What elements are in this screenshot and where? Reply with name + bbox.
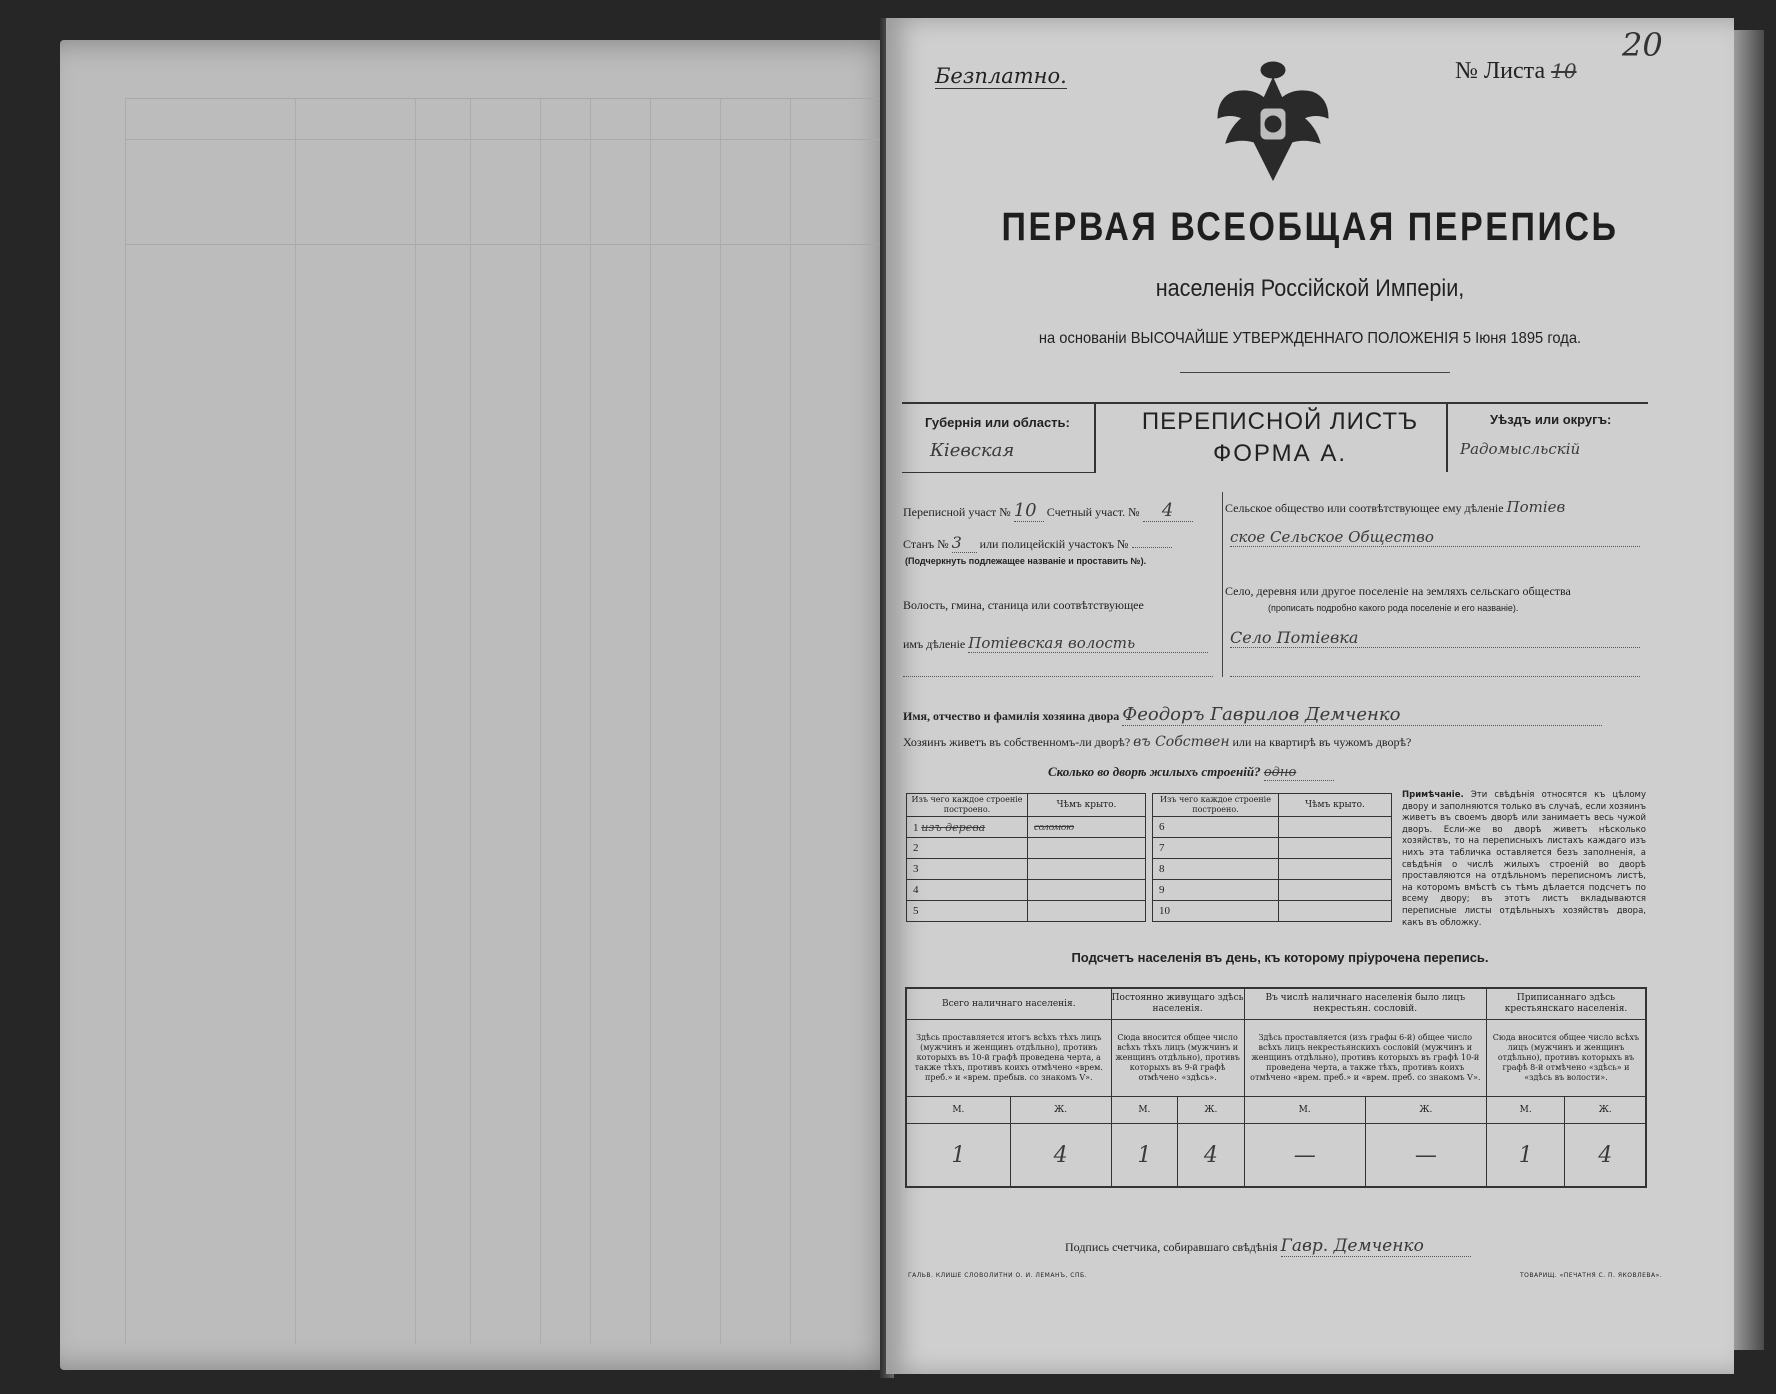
population-title: Подсчетъ населенія въ день, къ которому пріурочена перепись.	[1071, 950, 1489, 965]
buildings-table-left: Изъ чего каждое строеніе построено. Чѣмъ крыто. 1 изъ дерева соломою 2 3 4 5	[906, 793, 1146, 922]
pop-col-desc: Здѣсь проставляется (изъ графы 6-й) общее число всѣхъ лицъ некрестьянскихъ сословій (мужчинъ и женщинъ отдѣльно), противъ которыхъ въ графѣ 10-й проведена черта, а также тѣхъ, противъ коихъ отмѣчено «врем. преб.» и «врем. преб. со знакомъ V».	[1244, 1020, 1486, 1097]
sheet-number-struck: 10	[1551, 59, 1577, 83]
signature-line: Подпись счетчика, собиравшаго свѣдѣнія Гавр. Демченко	[1065, 1236, 1471, 1257]
building-row: 10	[1153, 901, 1279, 922]
m-label: М.	[1244, 1097, 1365, 1124]
building-row: 4	[907, 880, 1028, 901]
village-value: Село Потіевка	[1230, 628, 1640, 648]
building-row: 1 изъ дерева	[907, 817, 1028, 838]
building-row: 6	[1153, 817, 1279, 838]
form-title: ПЕРЕПИСНОЙ ЛИСТЪ	[1141, 408, 1419, 435]
footer-left-imprint: ГАЛЬВ. КЛИШЕ СЛОВОЛИТНИ О. И. ЛЕМАНЪ, СПБ.	[908, 1272, 1088, 1279]
pop-value-m: 1	[1111, 1124, 1178, 1188]
pop-col-header: Приписаннаго здѣсь крестьянскаго населенія.	[1486, 988, 1646, 1020]
fields-divider	[1222, 492, 1223, 677]
village-extra-line	[1230, 676, 1640, 677]
form-subtitle: населенія Россійской Имперіи,	[1155, 275, 1465, 302]
pop-value-m: 1	[1486, 1124, 1564, 1188]
pop-value-zh: 4	[1178, 1124, 1245, 1188]
page-stack-edge	[1734, 30, 1764, 1350]
residence-line: Хозяинъ живетъ въ собственномъ-ли дворѣ? въ Собствен или на квартирѣ въ чужомъ дворѣ?	[903, 734, 1412, 750]
stan-line: Станъ № 3 или полицейскій участокъ №	[903, 533, 1172, 553]
building-row: 9	[1153, 880, 1279, 901]
pop-col-desc: Здѣсь проставляется итогъ всѣхъ тѣхъ лицъ (мужчинъ и женщинъ отдѣльно), противъ которыхъ въ 10-й графѣ проведена черта, а также тѣхъ, противъ коихъ отмѣчено «врем. преб.» и «врем. пребыв. со знакомъ V».	[906, 1020, 1111, 1097]
schetny-value: 4	[1143, 500, 1193, 522]
building-row: 5	[907, 901, 1028, 922]
pop-col-header: Въ числѣ наличнаго населенія было лицъ некрестьян. сословій.	[1244, 988, 1486, 1020]
uezd-label: Уѣздъ или округъ:	[1490, 412, 1612, 427]
pop-value-m: —	[1244, 1124, 1365, 1188]
residence-value: въ Собствен	[1133, 734, 1230, 750]
free-label: Безплатно.	[935, 64, 1067, 88]
pop-value-zh: 4	[1565, 1124, 1646, 1188]
building-row: 8	[1153, 859, 1279, 880]
society-line: Сельское общество или соотвѣтствующее ему дѣленіе Потіев	[1225, 498, 1566, 516]
form-legal-basis: на основаніи ВЫСОЧАЙШЕ УТВЕРЖДЕННАГО ПОЛОЖЕНІЯ 5 Іюня 1895 года.	[1038, 330, 1582, 347]
volost-value: Потіевская волость	[968, 634, 1208, 653]
pop-col-header: Постоянно живущаго здѣсь населенія.	[1111, 988, 1244, 1020]
pop-value-m: 1	[906, 1124, 1010, 1188]
pop-col-desc: Сюда вносится общее число всѣхъ тѣхъ лицъ (мужчинъ и женщинъ отдѣльно), противъ которыхъ въ 9-й графѣ отмѣчено «здѣсь».	[1111, 1020, 1244, 1097]
footer-right-imprint: ТОВАРИЩ. «ПЕЧАТНЯ С. П. ЯКОВЛЕВА».	[1520, 1272, 1663, 1279]
m-label: М.	[906, 1097, 1010, 1124]
title-divider	[1180, 372, 1450, 373]
buildings-table-right: Изъ чего каждое строеніе построено. Чѣмъ крыто. 6 7 8 9 10	[1152, 793, 1392, 922]
uezd-value: Радомысльскій	[1460, 440, 1581, 458]
building-row: 7	[1153, 838, 1279, 859]
form-subtitle-a: ФОРМА А.	[1213, 440, 1347, 467]
pop-col-header: Всего наличнаго населенія.	[906, 988, 1111, 1020]
left-page-bleedthrough-table	[125, 98, 895, 245]
underline-note: (Подчеркнуть подлежащее названіе и проставить №).	[905, 556, 1147, 566]
gubernia-value: Кіевская	[930, 440, 1015, 461]
zh-label: Ж.	[1565, 1097, 1646, 1124]
pop-col-desc: Сюда вносится общее число всѣхъ лицъ (мужчинъ и женщинъ отдѣльно), противъ которыхъ въ графѣ 8-й отмѣчено «здѣсь» и «здѣсь въ волости».	[1486, 1020, 1646, 1097]
pop-value-zh: 4	[1010, 1124, 1111, 1188]
m-label: М.	[1486, 1097, 1564, 1124]
buildings-line: Сколько во дворѣ жилыхъ строеній? одно	[1048, 764, 1334, 781]
gubernia-label: Губернія или область:	[925, 415, 1070, 430]
m-label: М.	[1111, 1097, 1178, 1124]
volost-label: Волость, гмина, станица или соотвѣтствующее	[903, 598, 1144, 612]
village-label: Село, деревня или другое поселеніе на земляхъ сельскаго общества	[1225, 584, 1571, 598]
volost-extra-line	[903, 676, 1213, 677]
village-note: (прописать подробно какого рода поселеніе и его названіе).	[1268, 603, 1519, 613]
society-value-1: Потіев	[1506, 498, 1566, 516]
pop-value-zh: —	[1365, 1124, 1486, 1188]
society-value-2: ское Сельское Общество	[1230, 528, 1640, 547]
zh-label: Ж.	[1365, 1097, 1486, 1124]
building-row: 3	[907, 859, 1028, 880]
building-row: 2	[907, 838, 1028, 859]
zh-label: Ж.	[1178, 1097, 1245, 1124]
sheet-number-label: № Листа 10	[1455, 58, 1577, 84]
form-main-title: ПЕРВАЯ ВСЕОБЩАЯ ПЕРЕПИСЬ	[1001, 205, 1619, 249]
page-number-handwritten: 20	[1622, 26, 1663, 64]
uchastok-value: 10	[1014, 500, 1044, 522]
owner-name-line: Имя, отчество и фамилія хозяина двора Феодоръ Гаврилов Демченко	[903, 704, 1602, 726]
volost-line: имъ дѣленіе Потіевская волость	[903, 634, 1208, 653]
col-material-header: Изъ чего каждое строеніе построено.	[907, 794, 1028, 817]
signature-value: Гавр. Демченко	[1281, 1236, 1471, 1257]
imperial-eagle-emblem	[1212, 58, 1334, 188]
stan-value: 3	[952, 533, 977, 553]
col-roof-header: Чѣмъ крыто.	[1028, 794, 1146, 817]
uchastok-line: Переписной участ № 10 Счетный участ. № 4	[903, 500, 1193, 522]
population-table	[905, 987, 1647, 1188]
owner-name-value: Феодоръ Гаврилов Демченко	[1122, 704, 1602, 726]
buildings-note: Примѣчаніе. Эти свѣдѣнія относятся къ цѣлому двору и заполняются только въ случаѣ, если хозяинъ живетъ въ своемъ дворѣ или занимаетъ весь чужой дворъ. Если-же во дворѣ живетъ нѣсколько хозяйствъ, то на переписныхъ листахъ каждаго изъ нихъ эта табличка оставляется безъ заполненія, а свѣдѣнія о числѣ жилыхъ строеній во дворѣ проставляются на отдѣльномъ переписномъ листѣ, на которомъ вмѣстѣ съ тѣмъ дѣлается подсчетъ по всему двору; въ этотъ листъ вкладываются переписные листы отдѣльныхъ хозяйствъ двора, какъ въ обложку.	[1402, 790, 1646, 928]
zh-label: Ж.	[1010, 1097, 1111, 1124]
buildings-value: одно	[1264, 765, 1334, 781]
